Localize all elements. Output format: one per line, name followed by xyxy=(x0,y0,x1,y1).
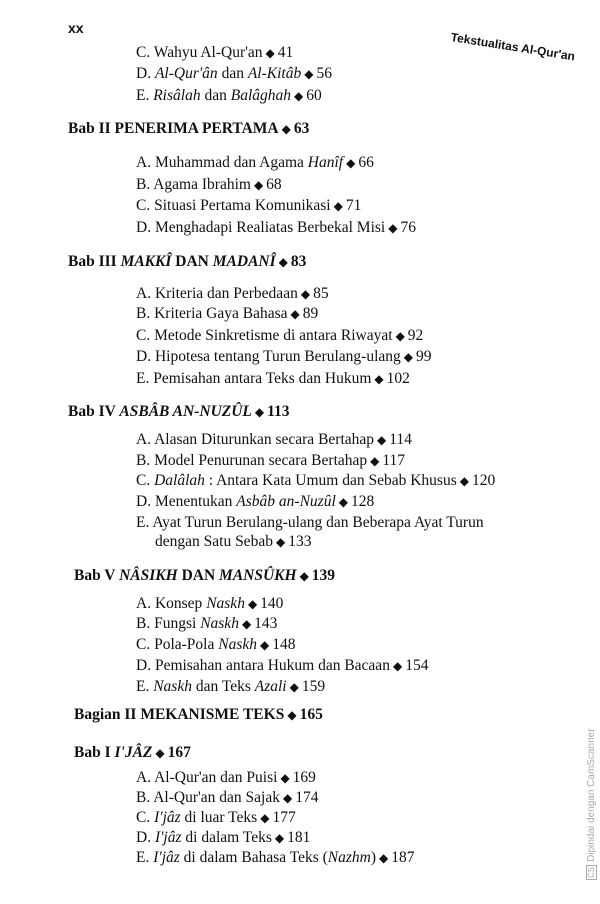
toc-entry xyxy=(136,595,283,613)
entry-text: A. Alasan Diturunkan secara Bertahap xyxy=(136,431,375,448)
toc-entry xyxy=(136,219,416,237)
toc-entry xyxy=(136,493,374,511)
entry-text: D. Hipotesa tentang Turun Berulang-ulang xyxy=(136,348,401,365)
entry-text: B. Model Penurunan secara Bertahap xyxy=(136,452,368,469)
chapter-title: NÂSIKH DAN MANSÛKH xyxy=(119,567,297,584)
entry-page-number: 63 xyxy=(293,120,310,137)
entry-page-number: 148 xyxy=(272,636,296,653)
toc-entry xyxy=(136,657,428,675)
entry-page-number: 89 xyxy=(302,305,319,322)
entry-page-number: 154 xyxy=(405,657,429,674)
toc-entry xyxy=(136,636,295,654)
entry-page-number: 114 xyxy=(389,431,412,448)
entry-page-number: 92 xyxy=(407,327,424,344)
diamond-icon: ◆ xyxy=(251,405,268,419)
toc-entry xyxy=(136,615,277,633)
entry-page-number: 41 xyxy=(277,44,294,61)
entry-text: B. Fungsi Naskh xyxy=(136,615,239,632)
toc-entry xyxy=(136,829,310,847)
diamond-icon: ◆ xyxy=(271,831,288,845)
entry-page-number: 71 xyxy=(345,197,362,214)
diamond-icon: ◆ xyxy=(287,307,303,321)
diamond-icon: ◆ xyxy=(286,680,302,694)
diamond-icon: ◆ xyxy=(456,474,472,488)
entry-text: E. Naskh dan Teks Azali xyxy=(136,678,287,695)
entry-text: C. I'jâz di luar Teks xyxy=(136,809,258,826)
entry-page-number: 120 xyxy=(471,472,496,489)
toc-entry xyxy=(136,452,405,470)
chapter-title: I'JÂZ xyxy=(114,744,153,761)
entry-text: B. Al-Qur'an dan Sajak xyxy=(136,789,280,806)
entry-page-number: 139 xyxy=(311,567,336,584)
toc-entry xyxy=(136,769,316,787)
chapter-title: ASBÂB AN-NUZÛL xyxy=(119,403,252,420)
entry-page-number: 169 xyxy=(292,769,316,786)
diamond-icon: ◆ xyxy=(277,771,293,785)
toc-entry xyxy=(155,533,311,551)
chapter-label: Bab V xyxy=(74,567,116,584)
entry-text: D. Al-Qur'ân dan Al-Kitâb xyxy=(136,65,302,82)
entry-page-number: 181 xyxy=(287,829,311,846)
watermark-text: Dipindai dengan CamScanner xyxy=(586,728,597,862)
toc-entry xyxy=(136,197,361,215)
chapter-title: PENERIMA PERTAMA xyxy=(114,120,279,137)
chapter-label: Bab I xyxy=(74,744,111,761)
entry-text: D. Menghadapi Realiatas Berbekal Misi xyxy=(136,219,386,236)
toc-entry xyxy=(136,514,484,532)
entry-text: E. I'jâz di dalam Bahasa Teks (Nazhm) xyxy=(136,849,377,866)
diamond-icon: ◆ xyxy=(389,659,406,673)
chapter-heading xyxy=(68,403,290,421)
entry-page-number: 140 xyxy=(260,595,284,612)
diamond-icon: ◆ xyxy=(335,495,351,509)
diamond-icon: ◆ xyxy=(272,535,289,549)
toc-entry xyxy=(136,472,495,490)
entry-text: C. Metode Sinkretisme di antara Riwayat xyxy=(136,327,393,344)
entry-page-number: 128 xyxy=(351,493,375,510)
diamond-icon: ◆ xyxy=(343,156,359,170)
toc-entry xyxy=(136,431,412,449)
diamond-icon: ◆ xyxy=(275,255,291,269)
chapter-title: MAKKÎ DAN MADANÎ xyxy=(120,253,276,270)
entry-page-number: 68 xyxy=(266,176,282,193)
diamond-icon: ◆ xyxy=(376,851,392,865)
entry-page-number: 99 xyxy=(416,348,432,365)
toc-entry xyxy=(136,789,318,807)
diamond-icon: ◆ xyxy=(257,811,273,825)
entry-page-number: 83 xyxy=(290,253,307,270)
entry-text: A. Kriteria dan Perbedaan xyxy=(136,285,298,302)
diamond-icon: ◆ xyxy=(392,329,408,343)
entry-page-number: 66 xyxy=(358,154,374,171)
toc-entry xyxy=(136,44,293,62)
diamond-icon: ◆ xyxy=(280,791,296,805)
entry-page-number: 174 xyxy=(295,789,319,806)
entry-text: C. Situasi Pertama Komunikasi xyxy=(136,197,331,214)
running-title: Tekstualitas Al-Qur'an xyxy=(449,30,577,64)
diamond-icon: ◆ xyxy=(262,46,278,60)
entry-text: B. Kriteria Gaya Bahasa xyxy=(136,305,288,322)
chapter-heading xyxy=(74,706,323,724)
entry-page-number: 143 xyxy=(254,615,278,632)
diamond-icon: ◆ xyxy=(367,454,383,468)
toc-entry xyxy=(136,87,322,105)
entry-page-number: 56 xyxy=(316,65,332,82)
diamond-icon: ◆ xyxy=(284,708,300,722)
diamond-icon: ◆ xyxy=(244,597,261,611)
entry-page-number: 187 xyxy=(391,849,415,866)
diamond-icon: ◆ xyxy=(238,617,255,631)
diamond-icon: ◆ xyxy=(330,199,346,213)
chapter-label: Bagian II xyxy=(74,706,137,723)
toc-entry xyxy=(136,285,329,303)
toc-entry xyxy=(136,154,374,172)
chapter-label: Bab II xyxy=(68,120,111,137)
diamond-icon: ◆ xyxy=(371,372,387,386)
chapter-heading xyxy=(74,567,335,585)
diamond-icon: ◆ xyxy=(257,638,273,652)
entry-text: A. Muhammad dan Agama Hanîf xyxy=(136,154,344,171)
toc-entry xyxy=(136,176,282,194)
diamond-icon: ◆ xyxy=(400,350,416,364)
scanner-watermark xyxy=(586,728,597,880)
chapter-title: MEKANISME TEKS xyxy=(140,706,285,723)
entry-text: D. Pemisahan antara Hukum dan Bacaan xyxy=(136,657,390,674)
entry-text: A. Konsep Naskh xyxy=(136,595,245,612)
toc-entry xyxy=(136,370,410,388)
diamond-icon: ◆ xyxy=(301,67,317,81)
entry-text: D. I'jâz di dalam Teks xyxy=(136,829,272,846)
entry-page-number: 167 xyxy=(167,744,191,761)
entry-text: C. Wahyu Al-Qur'an xyxy=(136,44,263,61)
chapter-heading xyxy=(74,744,191,762)
chapter-heading xyxy=(68,253,306,271)
toc-entry xyxy=(136,348,432,366)
entry-page-number: 133 xyxy=(288,533,312,550)
diamond-icon: ◆ xyxy=(250,178,267,192)
toc-entry xyxy=(136,65,332,83)
chapter-label: Bab IV xyxy=(68,403,116,420)
diamond-icon: ◆ xyxy=(297,287,314,301)
toc-entry xyxy=(136,849,415,867)
diamond-icon: ◆ xyxy=(278,122,294,136)
diamond-icon: ◆ xyxy=(374,433,390,447)
entry-page-number: 102 xyxy=(386,370,410,387)
toc-entry xyxy=(136,305,318,323)
toc-entry xyxy=(136,678,325,696)
toc-entry xyxy=(136,327,423,345)
toc-entry xyxy=(136,809,296,827)
entry-page-number: 76 xyxy=(400,219,416,236)
chapter-label: Bab III xyxy=(68,253,117,270)
diamond-icon: ◆ xyxy=(296,569,312,583)
entry-text: dengan Satu Sebab xyxy=(155,533,273,550)
entry-page-number: 85 xyxy=(313,285,329,302)
entry-text: E. Risâlah dan Balâghah xyxy=(136,87,292,104)
entry-text: A. Al-Qur'an dan Puisi xyxy=(136,769,278,786)
entry-page-number: 113 xyxy=(267,403,290,420)
chapter-heading xyxy=(68,120,309,138)
diamond-icon: ◆ xyxy=(385,221,401,235)
entry-page-number: 177 xyxy=(272,809,296,826)
page-number: xx xyxy=(68,20,84,36)
entry-text: E. Ayat Turun Berulang-ulang dan Beberapa Ayat Turun xyxy=(136,514,484,531)
diamond-icon: ◆ xyxy=(291,89,307,103)
camscanner-logo-icon: CS xyxy=(587,866,596,878)
entry-page-number: 159 xyxy=(301,678,326,695)
entry-text: D. Menentukan Asbâb an-Nuzûl xyxy=(136,493,336,510)
entry-text: B. Agama Ibrahim xyxy=(136,176,251,193)
diamond-icon: ◆ xyxy=(152,746,168,760)
entry-text: C. Pola-Pola Naskh xyxy=(136,636,257,653)
entry-page-number: 60 xyxy=(306,87,322,104)
entry-page-number: 117 xyxy=(382,452,406,469)
entry-page-number: 165 xyxy=(299,706,323,723)
entry-text: C. Dalâlah : Antara Kata Umum dan Sebab Khusus xyxy=(136,472,457,489)
entry-text: E. Pemisahan antara Teks dan Hukum xyxy=(136,370,372,387)
